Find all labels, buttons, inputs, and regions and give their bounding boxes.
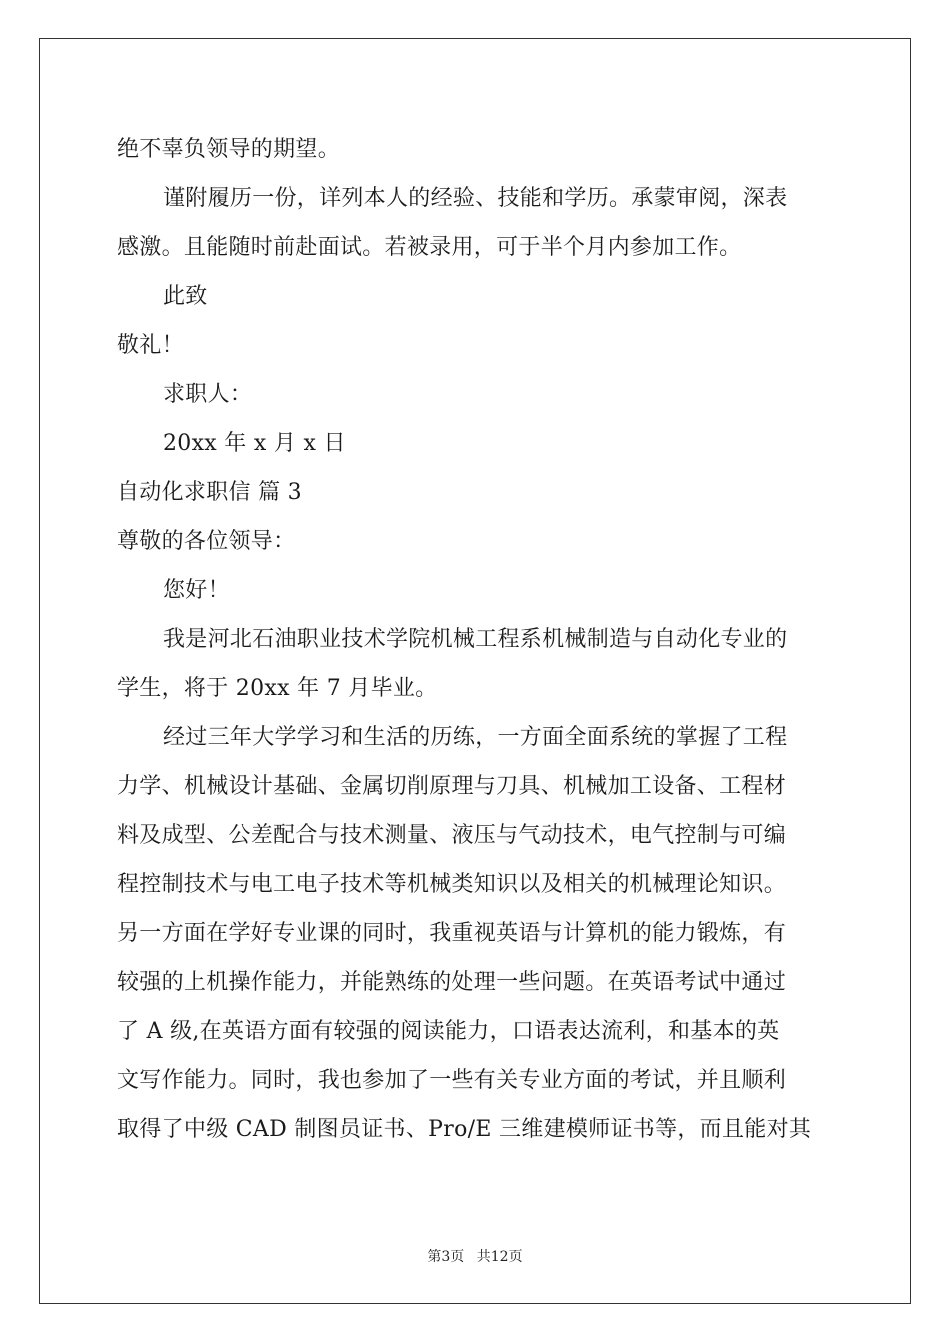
text-line: 绝不辜负领导的期望。 — [117, 137, 341, 162]
text-line: 自动化求职信 篇 3 — [117, 480, 302, 505]
text-line: 力学、机械设计基础、金属切削原理与刀具、机械加工设备、工程材 — [117, 774, 787, 799]
text-line: 程控制技术与电工电子技术等机械类知识以及相关的机械理论知识。 — [117, 872, 787, 897]
text-line: 谨附履历一份，详列本人的经验、技能和学历。承蒙审阅，深表 — [163, 186, 788, 211]
text-line: 料及成型、公差配合与技术测量、液压与气动技术，电气控制与可编 — [117, 823, 787, 848]
text-line: 经过三年大学学习和生活的历练，一方面全面系统的掌握了工程 — [163, 725, 788, 750]
text-line: 敬礼！ — [117, 333, 184, 358]
text-line: 求职人： — [163, 382, 253, 407]
document-body — [117, 125, 837, 1154]
text-line: 较强的上机操作能力，并能熟练的处理一些问题。在英语考试中通过 — [117, 970, 787, 995]
text-line: 文写作能力。同时，我也参加了一些有关专业方面的考试，并且顺利 — [117, 1068, 787, 1093]
text-line: 此致 — [163, 284, 208, 309]
text-line: 取得了中级 CAD 制图员证书、Pro/E 三维建模师证书等，而且能对其 — [117, 1117, 812, 1142]
page-number: 第3页 — [427, 1249, 465, 1265]
total-pages: 共12页 — [476, 1249, 523, 1265]
text-line: 感激。且能随时前赴面试。若被录用，可于半个月内参加工作。 — [117, 235, 742, 260]
text-line: 20xx 年 x 月 x 日 — [163, 431, 346, 456]
text-line: 您好！ — [163, 578, 230, 603]
text-line: 尊敬的各位领导： — [117, 529, 296, 554]
text-line: 我是河北石油职业技术学院机械工程系机械制造与自动化专业的 — [163, 627, 788, 652]
text-line: 了 A 级,在英语方面有较强的阅读能力，口语表达流利，和基本的英 — [117, 1019, 780, 1044]
page-footer — [0, 1246, 950, 1266]
text-line: 另一方面在学好专业课的同时，我重视英语与计算机的能力锻炼，有 — [117, 921, 787, 946]
text-line: 学生，将于 20xx 年 7 月毕业。 — [117, 676, 438, 701]
